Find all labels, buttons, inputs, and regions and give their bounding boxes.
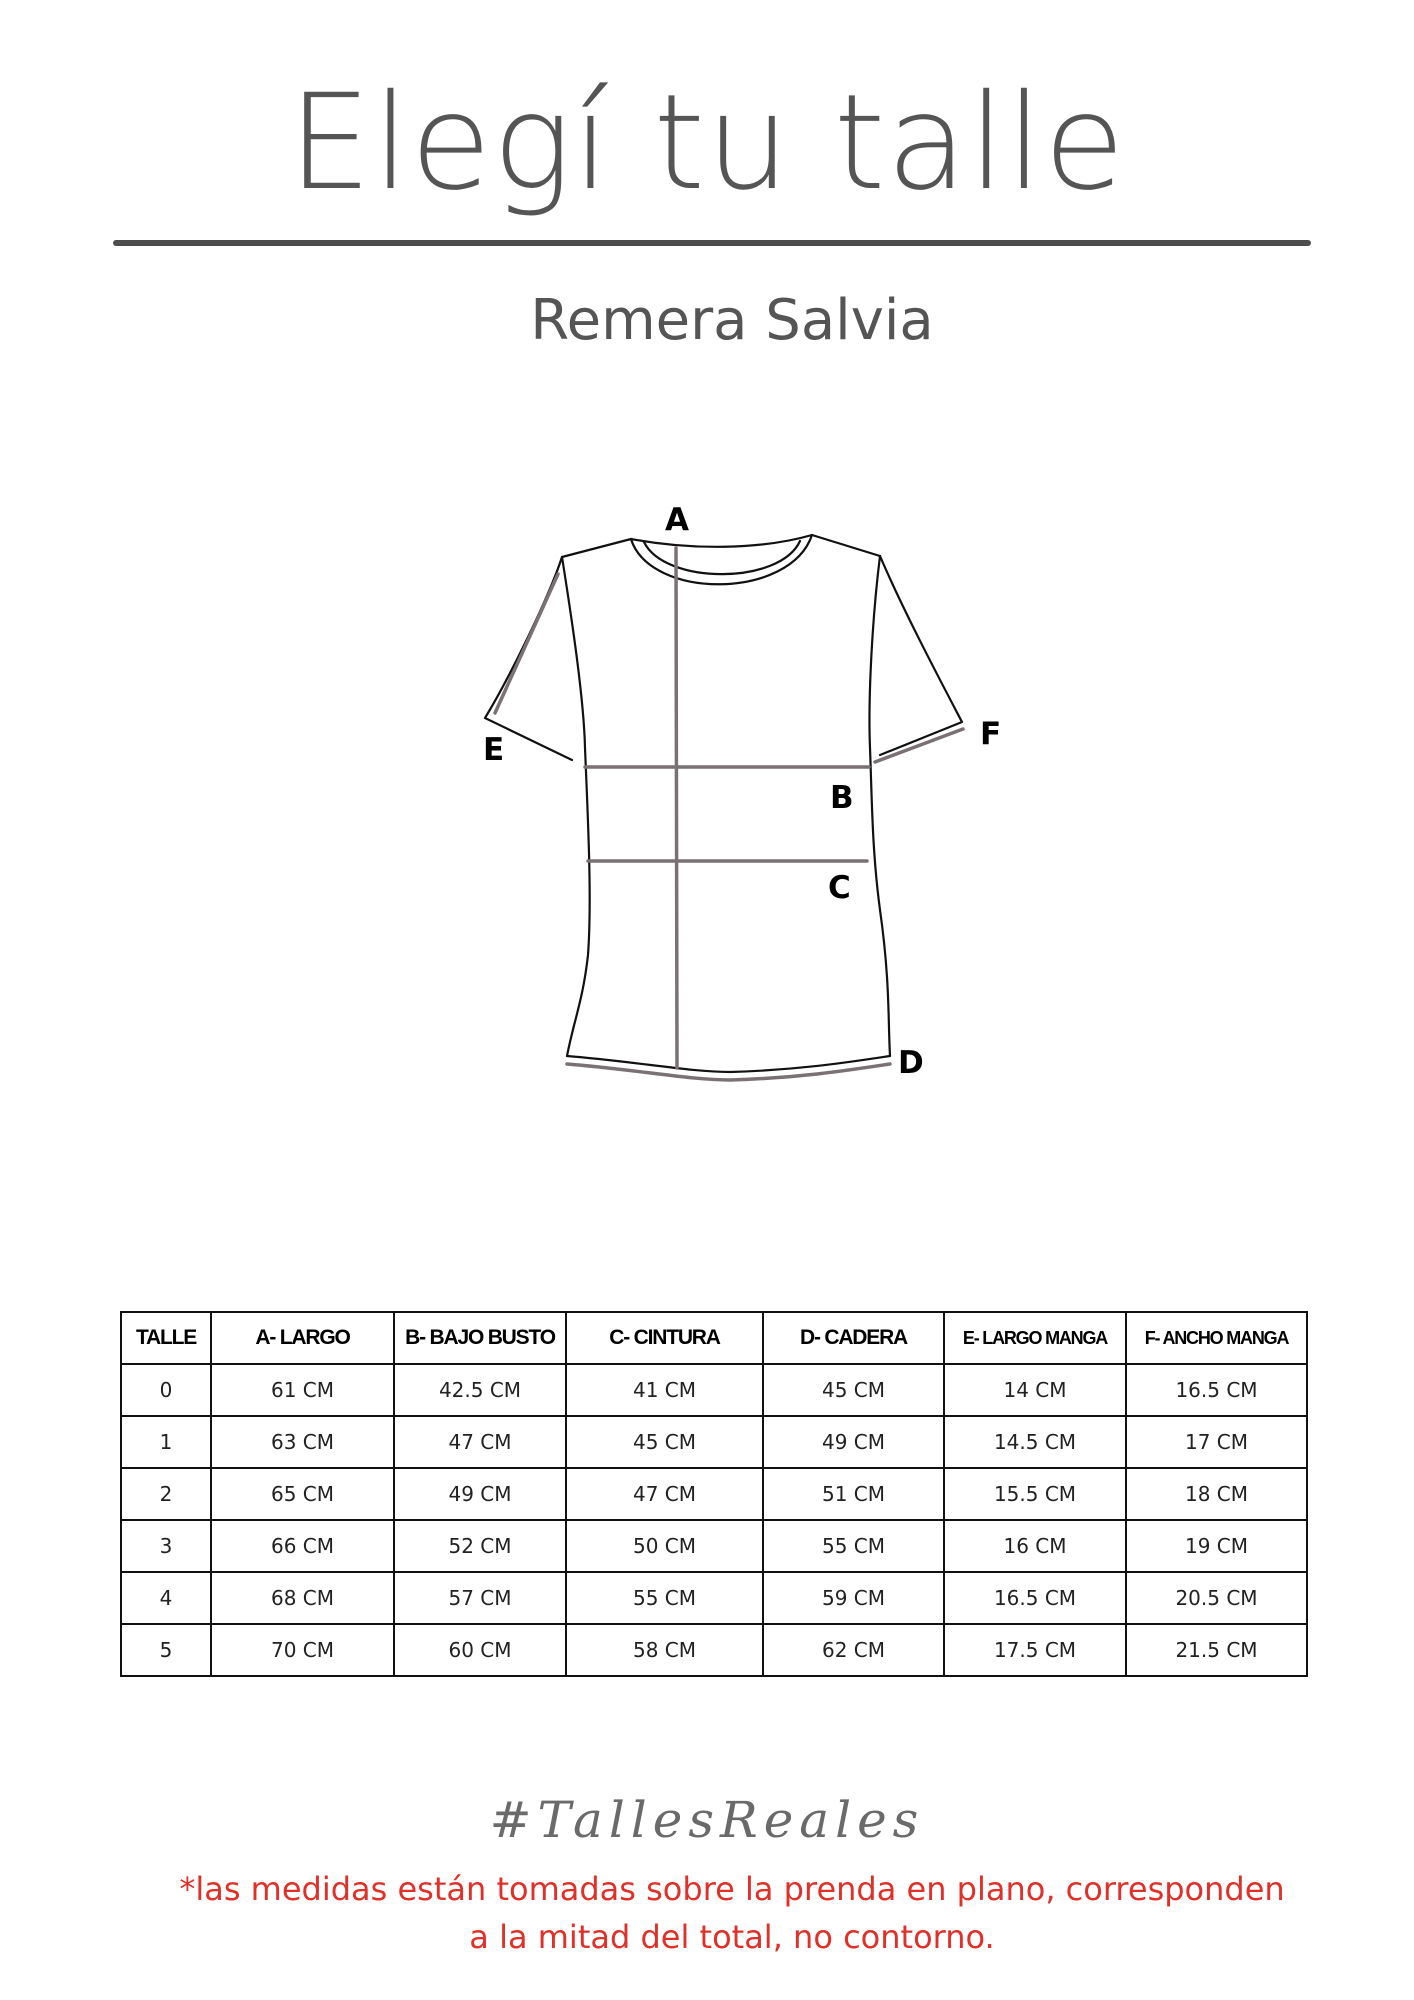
table-cell: 16 CM xyxy=(944,1520,1126,1572)
measure-line-f xyxy=(875,729,963,762)
table-cell: 49 CM xyxy=(394,1468,566,1520)
table-row xyxy=(121,1468,1307,1520)
table-cell: 41 CM xyxy=(566,1364,763,1416)
table-row xyxy=(121,1572,1307,1624)
table-cell: 55 CM xyxy=(763,1520,944,1572)
table-cell: 1 xyxy=(121,1416,211,1468)
table-cell: 70 CM xyxy=(211,1624,394,1676)
measure-line-e xyxy=(495,574,558,713)
table-cell: 50 CM xyxy=(566,1520,763,1572)
table-cell: 5 xyxy=(121,1624,211,1676)
table-row xyxy=(121,1364,1307,1416)
label-b: B xyxy=(830,780,854,816)
table-cell: 14.5 CM xyxy=(944,1416,1126,1468)
table-cell: 66 CM xyxy=(211,1520,394,1572)
table-cell: 17.5 CM xyxy=(944,1624,1126,1676)
table-row xyxy=(121,1624,1307,1676)
measure-line-a xyxy=(676,548,677,1068)
table-cell: 63 CM xyxy=(211,1416,394,1468)
column-header: B- BAJO BUSTO xyxy=(394,1312,566,1364)
table-cell: 4 xyxy=(121,1572,211,1624)
table-cell: 0 xyxy=(121,1364,211,1416)
table-cell: 42.5 CM xyxy=(394,1364,566,1416)
label-c: C xyxy=(828,870,851,906)
table-cell: 15.5 CM xyxy=(944,1468,1126,1520)
table-cell: 49 CM xyxy=(763,1416,944,1468)
measurement-note xyxy=(80,1865,1384,1961)
tshirt-outline xyxy=(485,535,962,1072)
table-cell: 51 CM xyxy=(763,1468,944,1520)
column-header: TALLE xyxy=(121,1312,211,1364)
table-cell: 47 CM xyxy=(566,1468,763,1520)
table-cell: 65 CM xyxy=(211,1468,394,1520)
column-header: A- LARGO xyxy=(211,1312,394,1364)
column-header: C- CINTURA xyxy=(566,1312,763,1364)
note-line: a la mitad del total, no contorno. xyxy=(469,1918,995,1956)
table-cell: 60 CM xyxy=(394,1624,566,1676)
column-header: E- LARGO MANGA xyxy=(944,1312,1126,1364)
table-cell: 62 CM xyxy=(763,1624,944,1676)
label-e: E xyxy=(483,732,505,768)
table-row xyxy=(121,1520,1307,1572)
tshirt-measurement-diagram xyxy=(460,495,1020,1095)
table-cell: 16.5 CM xyxy=(944,1572,1126,1624)
size-chart-table xyxy=(120,1311,1308,1677)
table-cell: 21.5 CM xyxy=(1126,1624,1307,1676)
table-cell: 18 CM xyxy=(1126,1468,1307,1520)
table-cell: 55 CM xyxy=(566,1572,763,1624)
table-cell: 47 CM xyxy=(394,1416,566,1468)
table-cell: 52 CM xyxy=(394,1520,566,1572)
title-divider xyxy=(113,240,1311,246)
table-cell: 45 CM xyxy=(763,1364,944,1416)
table-cell: 59 CM xyxy=(763,1572,944,1624)
hashtag: #TallesReales xyxy=(489,1791,925,1849)
label-d: D xyxy=(898,1045,924,1081)
label-a: A xyxy=(665,502,689,538)
table-cell: 16.5 CM xyxy=(1126,1364,1307,1416)
table-cell: 58 CM xyxy=(566,1624,763,1676)
table-cell: 2 xyxy=(121,1468,211,1520)
note-line: *las medidas están tomadas sobre la prenda en plano, corresponden xyxy=(179,1870,1285,1908)
table-cell: 61 CM xyxy=(211,1364,394,1416)
label-f: F xyxy=(980,716,1002,752)
table-header-row xyxy=(121,1312,1307,1364)
table-cell: 68 CM xyxy=(211,1572,394,1624)
table-cell: 19 CM xyxy=(1126,1520,1307,1572)
measurement-lines xyxy=(495,548,963,1080)
table-row xyxy=(121,1416,1307,1468)
page-title: Elegí tu talle xyxy=(288,66,1126,220)
table-cell: 20.5 CM xyxy=(1126,1572,1307,1624)
table-cell: 45 CM xyxy=(566,1416,763,1468)
column-header: F- ANCHO MANGA xyxy=(1126,1312,1307,1364)
column-header: D- CADERA xyxy=(763,1312,944,1364)
table-cell: 17 CM xyxy=(1126,1416,1307,1468)
product-name: Remera Salvia xyxy=(530,288,934,353)
table-cell: 3 xyxy=(121,1520,211,1572)
table-cell: 14 CM xyxy=(944,1364,1126,1416)
table-cell: 57 CM xyxy=(394,1572,566,1624)
